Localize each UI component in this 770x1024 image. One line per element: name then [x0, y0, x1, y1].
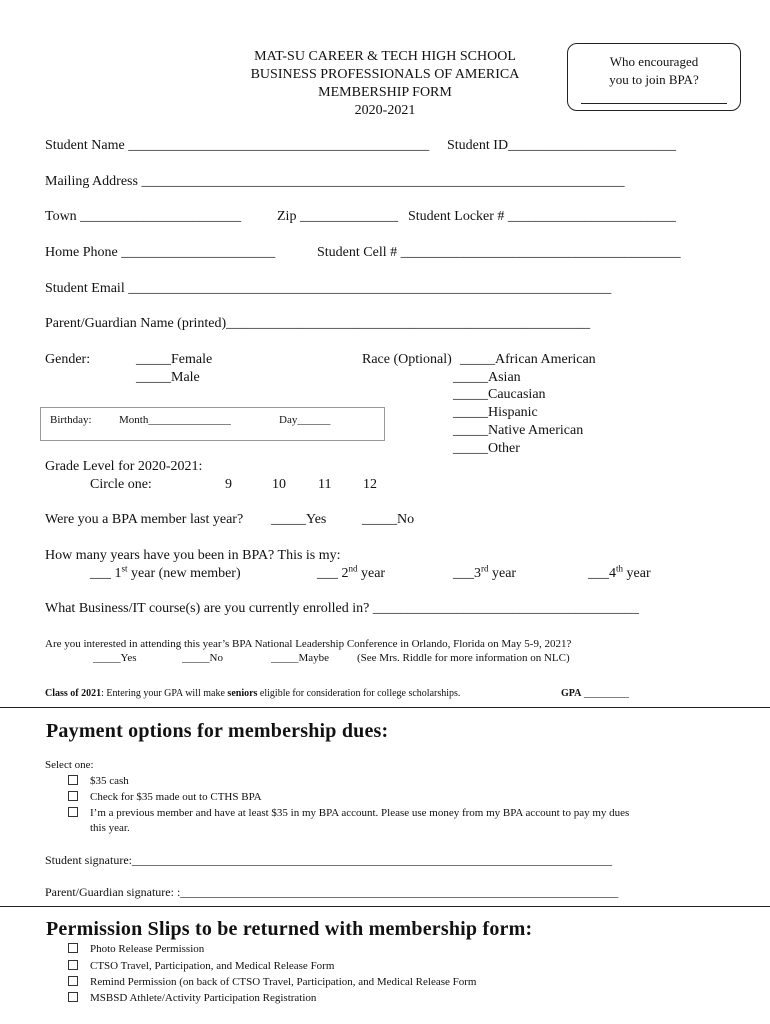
- nlc-yes-option[interactable]: _____Yes: [93, 652, 137, 664]
- school-name: MAT-SU CAREER & TECH HIGH SCHOOL: [254, 49, 516, 64]
- member-last-year-no[interactable]: _____No: [362, 512, 415, 527]
- form-header: [210, 48, 560, 120]
- checkbox-icon[interactable]: [68, 976, 78, 986]
- org-name: BUSINESS PROFESSIONALS OF AMERICA: [250, 67, 520, 82]
- form-title: MEMBERSHIP FORM: [318, 85, 452, 100]
- years-question: How many years have you been in BPA? This is my:: [45, 548, 341, 563]
- permission-heading: Permission Slips to be returned with membership form:: [46, 918, 533, 940]
- checkbox-icon[interactable]: [68, 992, 78, 1002]
- payment-option[interactable]: $35 cash: [68, 775, 129, 787]
- grade-option[interactable]: 9: [225, 477, 232, 492]
- encouraged-by-box: [567, 43, 741, 111]
- birthday-month-field[interactable]: Month_______________: [119, 414, 231, 426]
- year-1-option[interactable]: ___ 1st year (new member): [90, 563, 241, 581]
- student-signature-field[interactable]: Student signature:________________________________________________________________________________: [45, 853, 612, 867]
- nlc-question: Are you interested in attending this year’s BPA National Leadership Conference in Orlando, Florida on May 5-9, 2021?: [45, 638, 572, 650]
- cell-phone-field[interactable]: Student Cell # ________________________________________: [317, 245, 681, 260]
- birthday-day-field[interactable]: Day______: [279, 414, 331, 426]
- permission-item[interactable]: Remind Permission (on back of CTSO Travel, Participation, and Medical Release Form: [68, 976, 476, 988]
- checkbox-icon[interactable]: [68, 943, 78, 953]
- race-option[interactable]: _____Other: [453, 441, 520, 456]
- grade-circle-label: Circle one:: [90, 477, 152, 492]
- year-2-option[interactable]: ___ 2nd year: [317, 563, 386, 581]
- payment-option[interactable]: I’m a previous member and have at least $35 in my BPA account. Please use money from my BPA account to pay my dues: [68, 807, 629, 819]
- callout-line-2: you to join BPA?: [609, 72, 699, 87]
- parent-signature-field[interactable]: Parent/Guardian signature: :_________________________________________________________________________: [45, 885, 619, 899]
- birthday-label: Birthday:: [50, 414, 92, 426]
- school-year: 2020-2021: [354, 103, 416, 118]
- grade-option[interactable]: 10: [272, 477, 286, 492]
- courses-field[interactable]: What Business/IT course(s) are you currently enrolled in? ______________________________________: [45, 601, 639, 616]
- student-id-field[interactable]: Student ID________________________: [447, 138, 677, 153]
- town-field[interactable]: Town _______________________: [45, 209, 242, 224]
- permission-item[interactable]: Photo Release Permission: [68, 943, 204, 955]
- section-divider: [0, 707, 770, 708]
- zip-field[interactable]: Zip ______________: [277, 209, 398, 224]
- locker-field[interactable]: Student Locker # ________________________: [408, 209, 676, 224]
- payment-option-continued: this year.: [90, 822, 130, 834]
- permission-item[interactable]: MSBSD Athlete/Activity Participation Registration: [68, 992, 316, 1004]
- payment-heading: Payment options for membership dues:: [46, 720, 389, 742]
- year-3-option[interactable]: ___3rd year: [453, 563, 517, 581]
- gender-female-option[interactable]: _____Female: [136, 352, 213, 367]
- checkbox-icon[interactable]: [68, 775, 78, 785]
- gender-label: Gender:: [45, 352, 91, 367]
- mailing-address-field[interactable]: Mailing Address _____________________________________________________________________: [45, 174, 625, 189]
- home-phone-field[interactable]: Home Phone ______________________: [45, 245, 276, 260]
- grade-option[interactable]: 11: [318, 477, 332, 492]
- year-4-option[interactable]: ___4th year: [588, 563, 651, 581]
- member-last-year-yes[interactable]: _____Yes: [271, 512, 327, 527]
- nlc-maybe-option[interactable]: _____Maybe: [271, 652, 330, 664]
- section-divider: [0, 906, 770, 907]
- member-last-year-question: Were you a BPA member last year?: [45, 512, 244, 527]
- grade-option[interactable]: 12: [363, 477, 377, 492]
- parent-name-field[interactable]: Parent/Guardian Name (printed)____________________________________________________: [45, 316, 591, 331]
- email-field[interactable]: Student Email _____________________________________________________________________: [45, 281, 612, 296]
- race-option[interactable]: _____Native American: [453, 423, 584, 438]
- race-option[interactable]: _____African American: [460, 352, 596, 367]
- race-option[interactable]: _____Asian: [453, 370, 521, 385]
- race-label: Race (Optional): [362, 352, 452, 367]
- gpa-note: Class of 2021: Entering your GPA will make seniors eligible for consideration for college scholarships.: [45, 688, 461, 699]
- checkbox-icon[interactable]: [68, 807, 78, 817]
- callout-line-1: Who encouraged: [609, 54, 699, 69]
- select-one-label: Select one:: [45, 759, 94, 771]
- checkbox-icon[interactable]: [68, 791, 78, 801]
- payment-option[interactable]: Check for $35 made out to CTHS BPA: [68, 791, 262, 803]
- grade-label: Grade Level for 2020-2021:: [45, 459, 203, 474]
- checkbox-icon[interactable]: [68, 960, 78, 970]
- nlc-note: (See Mrs. Riddle for more information on NLC): [357, 652, 570, 664]
- student-name-field[interactable]: Student Name ___________________________________________: [45, 138, 430, 153]
- encouraged-by-blank[interactable]: [581, 91, 727, 104]
- permission-item[interactable]: CTSO Travel, Participation, and Medical Release Form: [68, 960, 334, 972]
- race-option[interactable]: _____Hispanic: [453, 405, 538, 420]
- race-option[interactable]: _____Caucasian: [453, 387, 546, 402]
- gender-male-option[interactable]: _____Male: [136, 370, 200, 385]
- gpa-field[interactable]: GPA _________: [561, 688, 629, 699]
- nlc-no-option[interactable]: _____No: [182, 652, 223, 664]
